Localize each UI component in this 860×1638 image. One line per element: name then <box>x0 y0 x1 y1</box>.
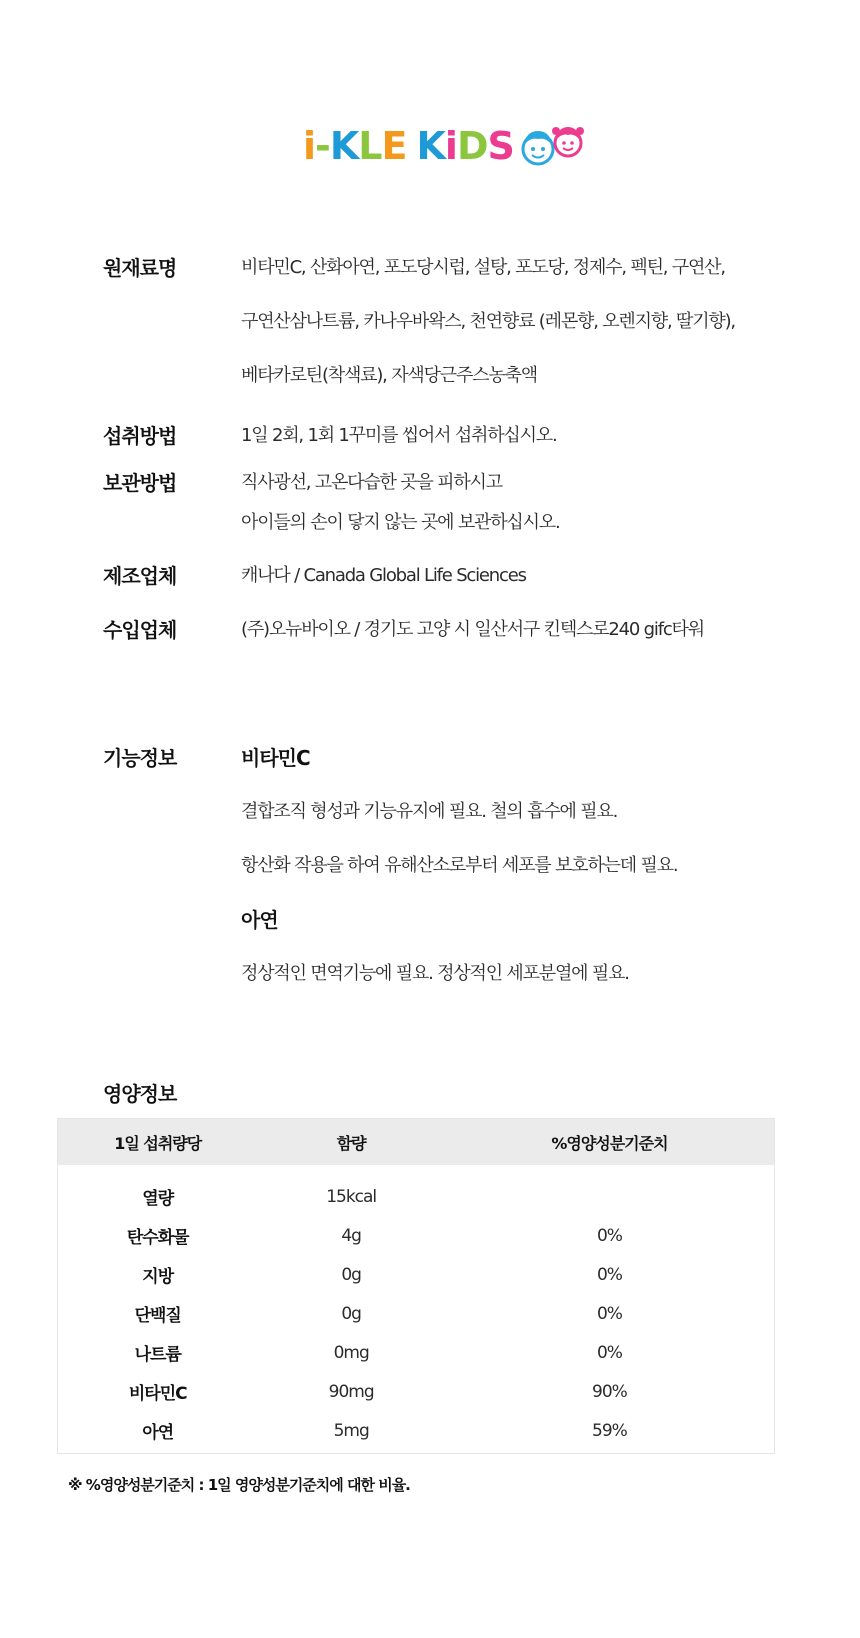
table-row <box>58 1372 774 1411</box>
nutrient-daily-value: 0% <box>596 1303 622 1324</box>
importer-value: (주)오뉴바이오 / 경기도 고양 시 일산서구 킨텍스로240 gifc타워 <box>241 619 704 640</box>
zinc-title: 아연 <box>241 908 278 932</box>
nutrient-name: 비타민C <box>128 1384 187 1404</box>
table-row <box>58 1333 774 1372</box>
ingredients-line: 비타민C, 산화아연, 포도당시럽, 설탕, 포도당, 정제수, 펙틴, 구연산, <box>241 257 725 278</box>
nutrient-amount: 0mg <box>333 1342 369 1363</box>
logo-letter: D <box>456 124 488 168</box>
table-row <box>58 1255 774 1294</box>
nutrient-name: 아연 <box>142 1423 174 1443</box>
storage-line: 아이들의 손이 닿지 않는 곳에 보관하십시오. <box>241 512 560 533</box>
function-value <box>241 731 677 1001</box>
table-row <box>58 1177 774 1216</box>
nutrient-amount: 0g <box>341 1303 361 1324</box>
kids-faces-icon <box>516 119 588 173</box>
table-row <box>58 1411 774 1450</box>
logo-letter: L <box>358 124 382 168</box>
ingredients-line: 구연산삼나트륨, 카나우바왁스, 천연향료 (레몬향, 오렌지향, 딸기향), <box>241 311 735 332</box>
intake-row <box>103 409 803 463</box>
nutrition-table-header <box>58 1119 774 1165</box>
nutrient-daily-value: 0% <box>596 1264 622 1285</box>
nutrient-name: 탄수화물 <box>126 1228 189 1248</box>
logo-letter: i <box>444 124 457 168</box>
logo-letter: E <box>381 124 407 168</box>
ingredients-row <box>103 241 803 403</box>
logo-letter <box>406 127 416 165</box>
product-info <box>103 241 803 1001</box>
table-row <box>58 1294 774 1333</box>
nutrition-footnote: ※ %영양성분기준치 : 1일 영양성분기준치에 대한 비율. <box>68 1476 410 1494</box>
nutrient-daily-value: 0% <box>596 1342 622 1363</box>
nutrient-amount: 90mg <box>328 1381 374 1402</box>
manufacturer-value: 캐나다 / Canada Global Life Sciences <box>241 565 526 586</box>
logo-letter: K <box>416 124 445 168</box>
nutrient-name: 나트륨 <box>134 1345 181 1365</box>
importer-label: 수입업체 <box>103 618 177 642</box>
vitamin-c-line: 결합조직 형성과 기능유지에 필요. 철의 흡수에 필요. <box>241 801 618 822</box>
nutrition-title: 영양정보 <box>103 1082 177 1106</box>
logo-letter: K <box>329 124 359 168</box>
nutrient-daily-value: 0% <box>596 1225 622 1246</box>
ingredients-value <box>241 241 735 403</box>
brand-logo <box>303 119 555 173</box>
table-row <box>58 1216 774 1255</box>
nutrient-daily-value: 90% <box>592 1381 627 1402</box>
storage-row <box>103 463 803 543</box>
nutrient-amount: 15kcal <box>326 1186 377 1207</box>
nutrient-amount: 0g <box>341 1264 361 1285</box>
brand-logo-text <box>303 124 514 168</box>
header-amount: 함량 <box>336 1133 366 1153</box>
boy-girl-faces-icon <box>516 119 588 173</box>
logo-letter: S <box>487 124 514 168</box>
nutrient-daily-value: 59% <box>592 1420 627 1441</box>
vitamin-c-line: 항산화 작용을 하여 유해산소로부터 세포를 보호하는데 필요. <box>241 855 678 876</box>
storage-value <box>241 463 560 543</box>
nutrient-amount: 5mg <box>333 1420 369 1441</box>
nutrition-table-body <box>58 1165 774 1450</box>
zinc-line: 정상적인 면역기능에 필요. 정상적인 세포분열에 필요. <box>241 963 629 984</box>
nutrition-table <box>57 1118 775 1454</box>
importer-row <box>103 603 803 657</box>
storage-line: 직사광선, 고온다습한 곳을 피하시고 <box>241 472 502 493</box>
ingredients-label: 원재료명 <box>103 256 177 280</box>
function-label: 기능정보 <box>103 746 177 770</box>
nutrient-name: 단백질 <box>134 1306 181 1326</box>
header-daily-value: %영양성분기준치 <box>551 1133 668 1153</box>
nutrient-name: 지방 <box>142 1267 174 1287</box>
header-serving: 1일 섭취량당 <box>114 1133 202 1153</box>
intake-label: 섭취방법 <box>103 424 177 448</box>
nutrient-name: 열량 <box>142 1189 174 1209</box>
intake-value: 1일 2회, 1회 1꾸미를 씹어서 섭취하십시오. <box>241 425 557 446</box>
vitamin-c-title: 비타민C <box>241 746 310 770</box>
nutrient-amount: 4g <box>341 1225 361 1246</box>
function-row <box>103 731 803 1001</box>
manufacturer-label: 제조업체 <box>103 564 177 588</box>
manufacturer-row <box>103 549 803 603</box>
storage-label: 보관방법 <box>103 471 177 495</box>
logo-letter: - <box>315 124 330 168</box>
ingredients-line: 베타카로틴(착색료), 자색당근주스농축액 <box>241 365 537 386</box>
logo-letter: i <box>303 124 316 168</box>
